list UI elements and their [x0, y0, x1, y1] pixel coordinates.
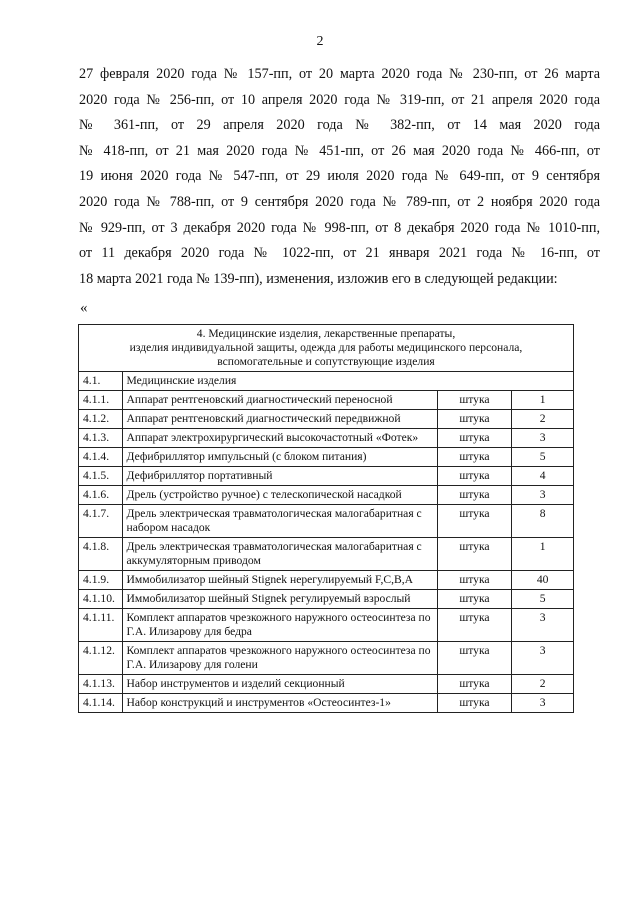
- item-quantity: 8: [512, 505, 574, 538]
- item-unit: штука: [437, 467, 512, 486]
- item-quantity: 2: [512, 675, 574, 694]
- paragraph-line: 27 февраля 2020 года № 157-пп, от 20 марта 2020 года № 230-пп, от 26 марта: [79, 66, 600, 82]
- item-number: 4.1.3.: [79, 429, 123, 448]
- item-name: Иммобилизатор шейный Stignek регулируемый взрослый: [122, 590, 437, 609]
- item-quantity: 3: [512, 609, 574, 642]
- subsection-title: Медицинские изделия: [122, 372, 573, 391]
- item-name: Аппарат электрохирургический высокочастотный «Фотек»: [122, 429, 437, 448]
- table-row: [79, 486, 574, 505]
- table-row: [79, 694, 574, 713]
- item-unit: штука: [437, 391, 512, 410]
- item-quantity: 3: [512, 694, 574, 713]
- table-row: [79, 505, 574, 538]
- item-unit: штука: [437, 590, 512, 609]
- section-title-line: изделия индивидуальной защиты, одежда для работы медицинского персонала,: [129, 341, 523, 354]
- table-row: [79, 590, 574, 609]
- item-name: Дрель электрическая травматологическая малогабаритная с набором насадок: [122, 505, 437, 538]
- item-name: Набор конструкций и инструментов «Остеосинтез-1»: [122, 694, 437, 713]
- item-unit: штука: [437, 571, 512, 590]
- item-name: Дефибриллятор портативный: [122, 467, 437, 486]
- table-row: [79, 538, 574, 571]
- section-header-row: [79, 325, 574, 372]
- item-quantity: 5: [512, 590, 574, 609]
- item-number: 4.1.7.: [79, 505, 123, 538]
- item-number: 4.1.6.: [79, 486, 123, 505]
- paragraph-line: № 361-пп, от 29 апреля 2020 года № 382-пп, от 14 мая 2020 года: [79, 117, 600, 134]
- item-quantity: 5: [512, 448, 574, 467]
- paragraph-line: 2020 года № 788-пп, от 9 сентября 2020 года № 789-пп, от 2 ноября 2020 года: [79, 193, 600, 210]
- item-quantity: 3: [512, 429, 574, 448]
- item-number: 4.1.1.: [79, 391, 123, 410]
- table-row: [79, 410, 574, 429]
- table-row: [79, 391, 574, 410]
- table-row: [79, 429, 574, 448]
- item-name: Комплект аппаратов чрезкожного наружного остеосинтеза по Г.А. Илизарову для голени: [122, 642, 437, 675]
- items-table: [78, 324, 574, 713]
- item-unit: штука: [437, 642, 512, 675]
- table-row: [79, 571, 574, 590]
- item-quantity: 3: [512, 486, 574, 505]
- item-number: 4.1.10.: [79, 590, 123, 609]
- item-number: 4.1.4.: [79, 448, 123, 467]
- table-row: [79, 448, 574, 467]
- item-name: Иммобилизатор шейный Stignek нерегулируемый F,C,B,A: [122, 571, 437, 590]
- item-quantity: 1: [512, 391, 574, 410]
- table-row: [79, 609, 574, 642]
- table-row: [79, 467, 574, 486]
- item-name: Дрель (устройство ручное) с телескопической насадкой: [122, 486, 437, 505]
- item-quantity: 1: [512, 538, 574, 571]
- body-paragraph: [79, 62, 600, 292]
- item-unit: штука: [437, 675, 512, 694]
- item-quantity: 4: [512, 467, 574, 486]
- table-row: [79, 642, 574, 675]
- item-number: 4.1.8.: [79, 538, 123, 571]
- paragraph-line: 19 июня 2020 года № 547-пп, от 29 июля 2020 года № 649-пп, от 9 сентября: [79, 168, 600, 185]
- item-quantity: 40: [512, 571, 574, 590]
- item-quantity: 3: [512, 642, 574, 675]
- item-unit: штука: [437, 410, 512, 429]
- item-name: Аппарат рентгеновский диагностический передвижной: [122, 410, 437, 429]
- item-number: 4.1.5.: [79, 467, 123, 486]
- item-name: Набор инструментов и изделий секционный: [122, 675, 437, 694]
- section-title: [79, 325, 574, 372]
- page-number: 2: [316, 34, 324, 49]
- item-number: 4.1.12.: [79, 642, 123, 675]
- item-name: Дефибриллятор импульсный (с блоком питания): [122, 448, 437, 467]
- paragraph-line: № 418-пп, от 21 мая 2020 года № 451-пп, от 26 мая 2020 года № 466-пп, от: [79, 142, 600, 159]
- item-number: 4.1.11.: [79, 609, 123, 642]
- item-unit: штука: [437, 429, 512, 448]
- paragraph-line: от 11 декабря 2020 года № 1022-пп, от 21 января 2021 года № 16-пп, от: [79, 245, 600, 262]
- item-number: 4.1.13.: [79, 675, 123, 694]
- subsection-row: [79, 372, 574, 391]
- item-number: 4.1.9.: [79, 571, 123, 590]
- section-title-line: вспомогательные и сопутствующие изделия: [217, 355, 435, 368]
- item-quantity: 2: [512, 410, 574, 429]
- item-unit: штука: [437, 538, 512, 571]
- item-unit: штука: [437, 448, 512, 467]
- subsection-number: 4.1.: [79, 372, 123, 391]
- paragraph-line: № 929-пп, от 3 декабря 2020 года № 998-пп, от 8 декабря 2020 года № 1010-пп,: [79, 219, 600, 236]
- item-unit: штука: [437, 486, 512, 505]
- paragraph-line: 18 марта 2021 года № 139-пп), изменения, изложив его в следующей редакции:: [79, 270, 558, 287]
- item-unit: штука: [437, 609, 512, 642]
- item-name: Комплект аппаратов чрезкожного наружного остеосинтеза по Г.А. Илизарову для бедра: [122, 609, 437, 642]
- item-name: Дрель электрическая травматологическая малогабаритная с аккумуляторным приводом: [122, 538, 437, 571]
- item-name: Аппарат рентгеновский диагностический переносной: [122, 391, 437, 410]
- opening-quote: «: [80, 300, 88, 316]
- table-row: [79, 675, 574, 694]
- section-title-line: 4. Медицинские изделия, лекарственные препараты,: [196, 327, 456, 340]
- item-number: 4.1.2.: [79, 410, 123, 429]
- item-unit: штука: [437, 694, 512, 713]
- item-unit: штука: [437, 505, 512, 538]
- item-number: 4.1.14.: [79, 694, 123, 713]
- paragraph-line: 2020 года № 256-пп, от 10 апреля 2020 года № 319-пп, от 21 апреля 2020 года: [79, 91, 600, 108]
